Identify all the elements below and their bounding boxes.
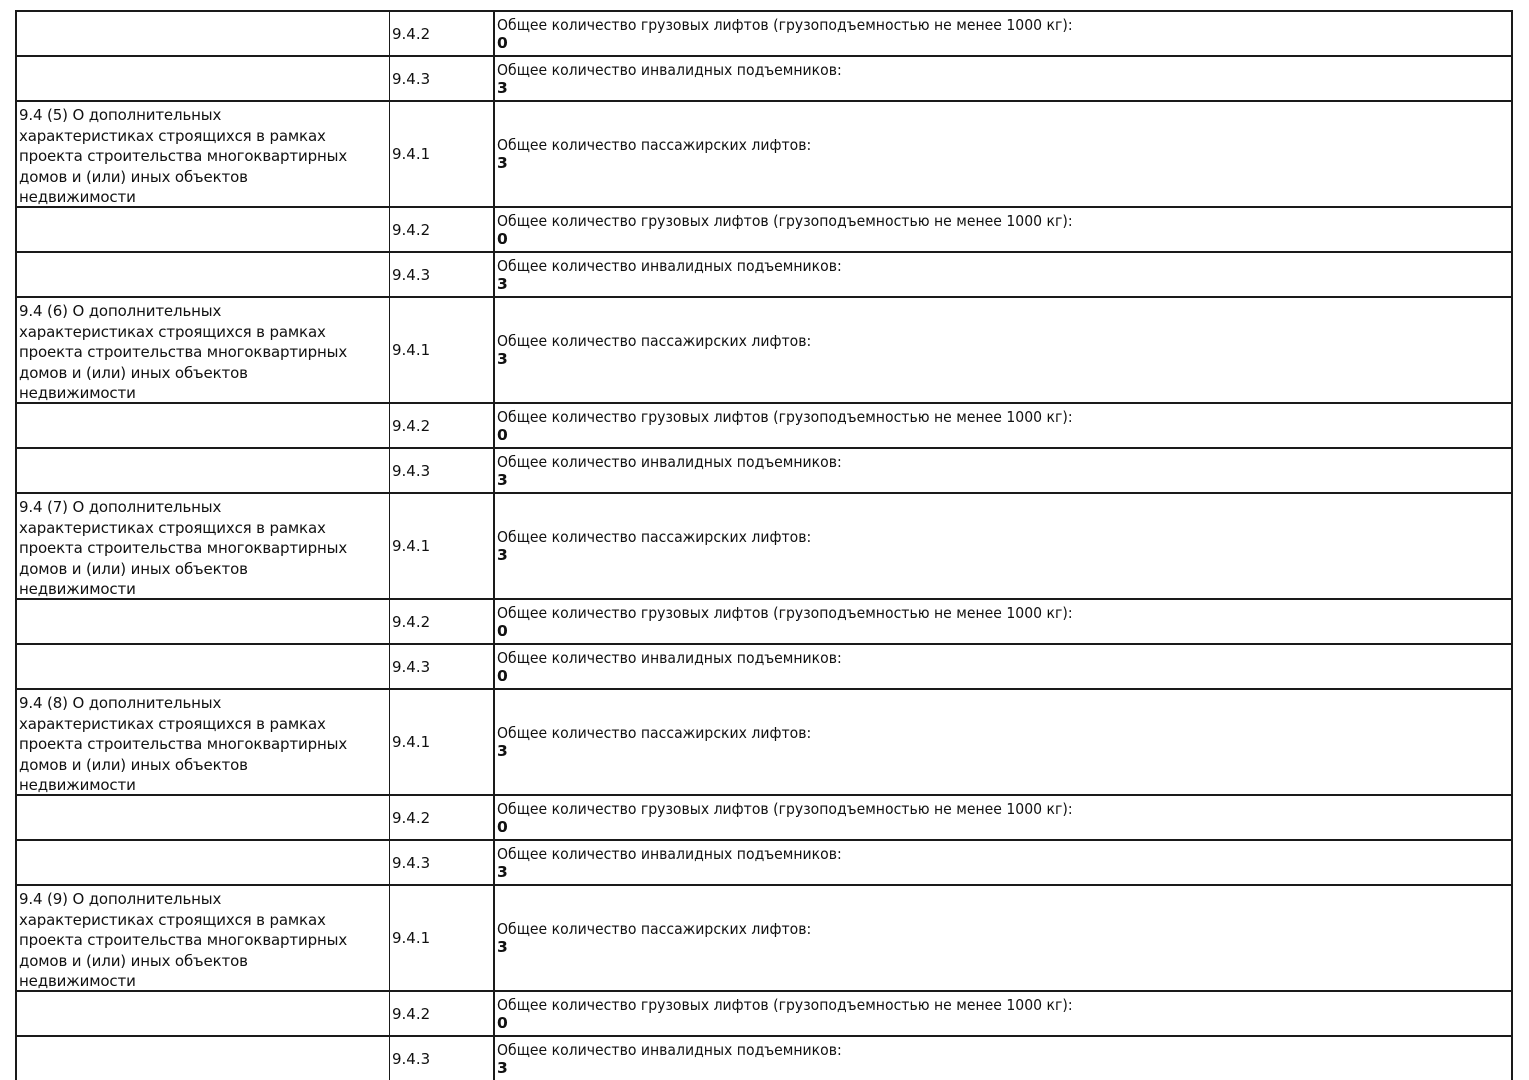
code-cell [389,1037,493,1080]
item-code: 9.4.3 [392,1049,431,1068]
value-cell [493,690,1513,794]
item-code: 9.4.1 [392,733,431,751]
value-cell [493,992,1513,1035]
item-code: 9.4.1 [392,145,431,163]
table-row [15,296,1513,402]
code-cell [389,796,493,839]
table-row [15,402,1513,447]
code-cell [389,253,493,296]
item-label: Общее количество грузовых лифтов (грузоподъемностью не менее 1000 кг): [497,407,1073,426]
section-cell [15,992,389,1035]
code-cell [389,645,493,688]
code-cell [389,841,493,884]
item-code: 9.4.2 [392,1004,431,1023]
table-row [15,598,1513,643]
item-value: 0 [497,229,508,248]
value-cell [493,57,1513,100]
section-cell [15,600,389,643]
table-row [15,100,1513,206]
table-row [15,1035,1513,1080]
item-value: 0 [497,1013,508,1032]
item-label: Общее количество пассажирских лифтов: [497,332,812,350]
item-code: 9.4.3 [392,461,431,480]
item-value: 3 [497,546,508,564]
code-cell [389,449,493,492]
item-code: 9.4.2 [392,220,431,239]
value-cell [493,404,1513,447]
section-title: 9.4 (7) О дополнительных характеристиках строящихся в рамках проекта строительства многоквартирных домов и (или) иных объектов недвижимости [19,498,348,598]
section-title [17,253,389,256]
item-label: Общее количество инвалидных подъемников: [497,256,842,275]
item-value: 3 [497,350,508,368]
table-row [15,492,1513,598]
item-value: 3 [497,862,508,881]
value-cell [493,449,1513,492]
table-row [15,839,1513,884]
section-cell [15,494,389,598]
item-value: 3 [497,470,508,489]
section-cell [15,886,389,990]
item-code: 9.4.2 [392,612,431,631]
table-row [15,251,1513,296]
item-label: Общее количество инвалидных подъемников: [497,844,842,863]
value-cell [493,796,1513,839]
item-value: 0 [497,666,508,685]
item-code: 9.4.1 [392,341,431,359]
section-cell [15,253,389,296]
item-label: Общее количество грузовых лифтов (грузоподъемностью не менее 1000 кг): [497,15,1073,34]
section-title [17,992,389,995]
item-label: Общее количество инвалидных подъемников: [497,648,842,667]
item-code: 9.4.3 [392,69,431,88]
section-title [17,600,389,603]
item-code: 9.4.2 [392,416,431,435]
section-title: 9.4 (5) О дополнительных характеристиках строящихся в рамках проекта строительства многоквартирных домов и (или) иных объектов недвижимости [19,106,348,206]
value-cell [493,253,1513,296]
code-cell [389,992,493,1035]
item-value: 3 [497,78,508,97]
item-value: 3 [497,1058,508,1077]
section-cell [15,404,389,447]
item-code: 9.4.3 [392,265,431,284]
item-label: Общее количество пассажирских лифтов: [497,136,812,154]
item-label: Общее количество инвалидных подъемников: [497,60,842,79]
value-cell [493,298,1513,402]
section-cell [15,12,389,55]
item-label: Общее количество грузовых лифтов (грузоподъемностью не менее 1000 кг): [497,799,1073,818]
section-cell [15,841,389,884]
section-cell [15,645,389,688]
section-title [17,1037,389,1040]
code-cell [389,886,493,990]
code-cell [389,298,493,402]
table-row [15,884,1513,990]
section-title [17,12,389,15]
code-cell [389,208,493,251]
section-cell [15,208,389,251]
section-title [17,841,389,844]
table-row [15,688,1513,794]
item-code: 9.4.3 [392,657,431,676]
item-label: Общее количество пассажирских лифтов: [497,724,812,742]
section-cell [15,298,389,402]
item-label: Общее количество грузовых лифтов (грузоподъемностью не менее 1000 кг): [497,603,1073,622]
item-label: Общее количество инвалидных подъемников: [497,1040,842,1059]
item-label: Общее количество инвалидных подъемников: [497,452,842,471]
value-cell [493,208,1513,251]
code-cell [389,12,493,55]
section-title [17,57,389,60]
section-title: 9.4 (9) О дополнительных характеристиках строящихся в рамках проекта строительства многоквартирных домов и (или) иных объектов недвижимости [19,890,348,990]
item-value: 0 [497,817,508,836]
item-value: 0 [497,425,508,444]
elevator-characteristics-table [15,10,1513,1080]
item-code: 9.4.1 [392,929,431,947]
section-title [17,404,389,407]
section-title: 9.4 (8) О дополнительных характеристиках строящихся в рамках проекта строительства многоквартирных домов и (или) иных объектов недвижимости [19,694,348,794]
code-cell [389,494,493,598]
value-cell [493,841,1513,884]
value-cell [493,12,1513,55]
table-row [15,643,1513,688]
value-cell [493,494,1513,598]
table-row [15,794,1513,839]
item-value: 0 [497,621,508,640]
table-row [15,10,1513,55]
code-cell [389,404,493,447]
item-code: 9.4.2 [392,24,431,43]
section-title [17,449,389,452]
section-title: 9.4 (6) О дополнительных характеристиках строящихся в рамках проекта строительства многоквартирных домов и (или) иных объектов недвижимости [19,302,348,402]
item-code: 9.4.3 [392,853,431,872]
value-cell [493,600,1513,643]
section-cell [15,449,389,492]
item-code: 9.4.1 [392,537,431,555]
section-cell [15,796,389,839]
table-row [15,447,1513,492]
code-cell [389,690,493,794]
table-row [15,206,1513,251]
item-code: 9.4.2 [392,808,431,827]
code-cell [389,102,493,206]
value-cell [493,1037,1513,1080]
section-cell [15,690,389,794]
item-label: Общее количество грузовых лифтов (грузоподъемностью не менее 1000 кг): [497,211,1073,230]
item-value: 3 [497,938,508,956]
value-cell [493,645,1513,688]
code-cell [389,600,493,643]
section-title [17,645,389,648]
value-cell [493,886,1513,990]
section-title [17,208,389,211]
item-value: 3 [497,742,508,760]
item-value: 3 [497,154,508,172]
value-cell [493,102,1513,206]
section-cell [15,57,389,100]
item-label: Общее количество пассажирских лифтов: [497,528,812,546]
code-cell [389,57,493,100]
item-value: 0 [497,33,508,52]
item-value: 3 [497,274,508,293]
section-cell [15,1037,389,1080]
section-cell [15,102,389,206]
item-label: Общее количество грузовых лифтов (грузоподъемностью не менее 1000 кг): [497,995,1073,1014]
table-row [15,55,1513,100]
item-label: Общее количество пассажирских лифтов: [497,920,812,938]
table-row [15,990,1513,1035]
section-title [17,796,389,799]
